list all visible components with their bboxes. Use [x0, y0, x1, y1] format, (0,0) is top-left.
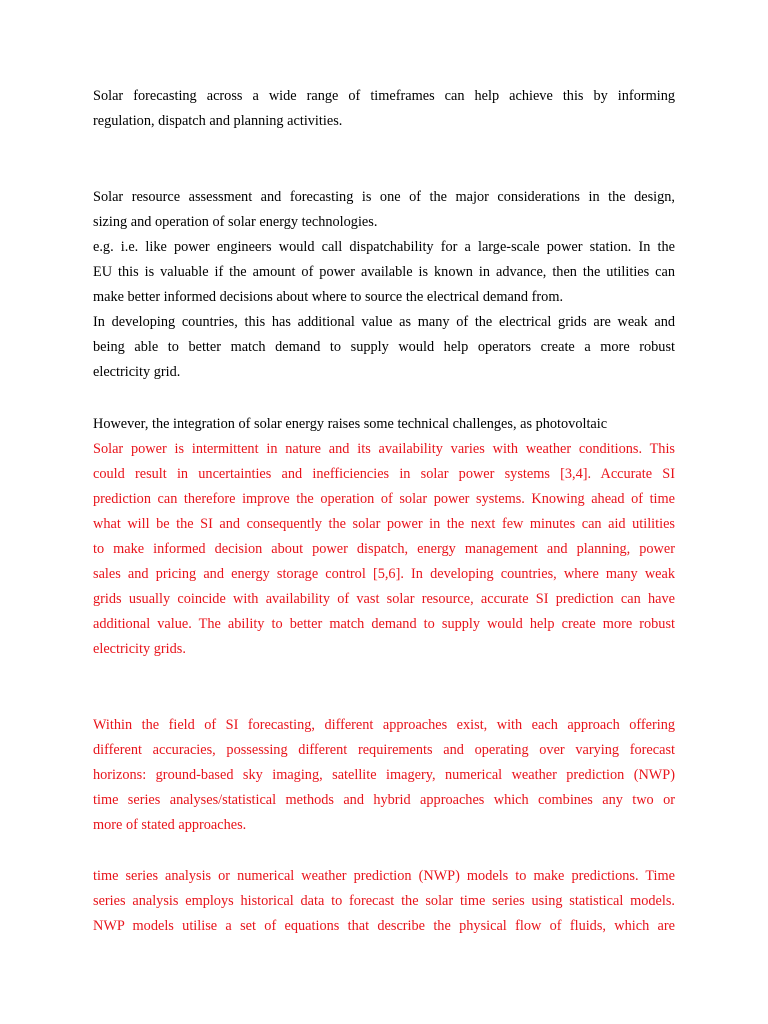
text-line: electricity grids. — [93, 641, 186, 657]
paragraph-4 — [93, 310, 675, 385]
text-line: different accuracies, possessing different requirements and operating over varying forecast — [93, 742, 675, 758]
text-line: electricity grid. — [93, 364, 181, 380]
text-line: time series analysis or numerical weather prediction (NWP) models to make predictions. Time — [93, 868, 675, 884]
paragraph-2 — [93, 185, 675, 235]
text-line: additional value. The ability to better match demand to supply would help create more robust — [93, 616, 675, 632]
text-line: more of stated approaches. — [93, 817, 247, 833]
text-line: grids usually coincide with availability of vast solar resource, accurate SI prediction can have — [93, 591, 675, 607]
paragraph-5 — [93, 412, 675, 437]
text-line: sizing and operation of solar energy technologies. — [93, 214, 378, 230]
text-line: what will be the SI and consequently the solar power in the next few minutes can aid utilities — [93, 516, 675, 532]
text-line: horizons: ground-based sky imaging, satellite imagery, numerical weather prediction (NWP) — [93, 767, 675, 783]
paragraph-3 — [93, 235, 675, 310]
text-line: However, the integration of solar energy raises some technical challenges, as photovoltaic — [93, 416, 608, 432]
text-line: regulation, dispatch and planning activities. — [93, 113, 343, 129]
text-line: Solar resource assessment and forecasting is one of the major considerations in the design, — [93, 189, 675, 205]
text-line: NWP models utilise a set of equations that describe the physical flow of fluids, which are — [93, 918, 675, 934]
text-line: make better informed decisions about where to source the electrical demand from. — [93, 289, 564, 305]
text-line: Solar power is intermittent in nature and its availability varies with weather conditions. This — [93, 441, 675, 457]
text-line: could result in uncertainties and inefficiencies in solar power systems [3,4]. Accurate SI — [93, 466, 675, 482]
text-line: Within the field of SI forecasting, different approaches exist, with each approach offering — [93, 717, 675, 733]
text-line: prediction can therefore improve the operation of solar power systems. Knowing ahead of time — [93, 491, 675, 507]
text-line: being able to better match demand to supply would help operators create a more robust — [93, 339, 675, 355]
text-line: Solar forecasting across a wide range of timeframes can help achieve this by informing — [93, 88, 675, 104]
text-line: sales and pricing and energy storage control [5,6]. In developing countries, where many weak — [93, 566, 675, 582]
paragraph-6 — [93, 437, 675, 662]
text-line: EU this is valuable if the amount of power available is known in advance, then the utilities can — [93, 264, 675, 280]
paragraph-7 — [93, 713, 675, 838]
paragraph-8 — [93, 864, 675, 939]
text-line: series analysis employs historical data to forecast the solar time series using statistical models. — [93, 893, 675, 909]
paragraph-1 — [93, 84, 675, 134]
text-line: In developing countries, this has additional value as many of the electrical grids are weak and — [93, 314, 675, 330]
text-line: time series analyses/statistical methods and hybrid approaches which combines any two or — [93, 792, 675, 808]
text-line: e.g. i.e. like power engineers would call dispatchability for a large-scale power station. In the — [93, 239, 675, 255]
text-line: to make informed decision about power dispatch, energy management and planning, power — [93, 541, 675, 557]
